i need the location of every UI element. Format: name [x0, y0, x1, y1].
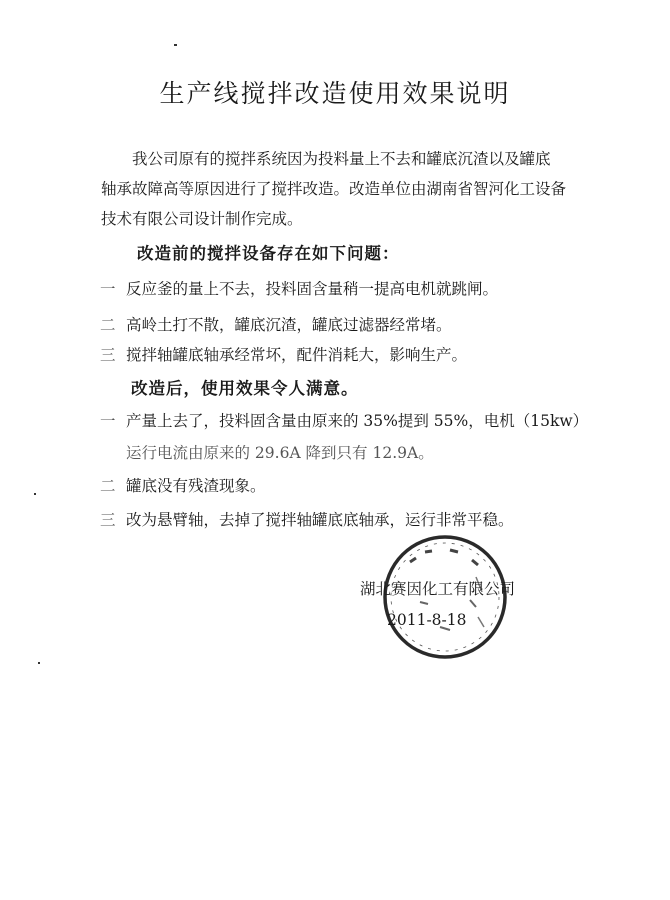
signature-company: 湖北赛因化工有限公司 [360, 580, 516, 598]
after-item [100, 474, 266, 496]
item-number: 二 [100, 477, 116, 495]
item-text: 高岭土打不散，罐底沉渣，罐底过滤器经常堵。 [126, 316, 452, 334]
item-text: 改为悬臂轴，去掉了搅拌轴罐底底轴承，运行非常平稳。 [126, 511, 514, 529]
item-text: 产量上去了，投料固含量由原来的 35%提到 55%，电机（15kw） [126, 412, 589, 430]
item-number: 一 [100, 280, 116, 298]
intro-paragraph [101, 144, 571, 234]
item-number: 二 [100, 316, 116, 334]
after-item [100, 409, 588, 431]
before-heading: 改造前的搅拌设备存在如下问题： [137, 244, 400, 263]
scan-speck [38, 662, 40, 664]
after-item-continuation: 运行电流由原来的 29.6A 降到只有 12.9A。 [126, 444, 434, 462]
intro-line: 轴承故障高等原因进行了搅拌改造。改造单位由湖南省智河化工设备 [101, 180, 567, 198]
item-number: 三 [100, 346, 116, 364]
item-text: 罐底没有残渣现象。 [126, 477, 266, 495]
item-number: 一 [100, 412, 116, 430]
document-title: 生产线搅拌改造使用效果说明 [159, 79, 511, 108]
after-item [100, 508, 514, 530]
before-item [100, 313, 452, 335]
before-item [100, 277, 498, 299]
scan-speck [174, 44, 177, 46]
signature-date: 2011-8-18 [387, 611, 467, 629]
before-item [100, 343, 467, 365]
intro-line: 我公司原有的搅拌系统因为投料量上不去和罐底沉渣以及罐底 [132, 150, 551, 168]
item-number: 三 [100, 511, 116, 529]
after-heading: 改造后，使用效果令人满意。 [131, 379, 359, 398]
item-text: 反应釜的量上不去，投料固含量稍一提高电机就跳闸。 [126, 280, 499, 298]
scan-speck [34, 493, 36, 495]
intro-line: 技术有限公司设计制作完成。 [101, 210, 303, 228]
item-text: 搅拌轴罐底轴承经常坏，配件消耗大，影响生产。 [126, 346, 468, 364]
